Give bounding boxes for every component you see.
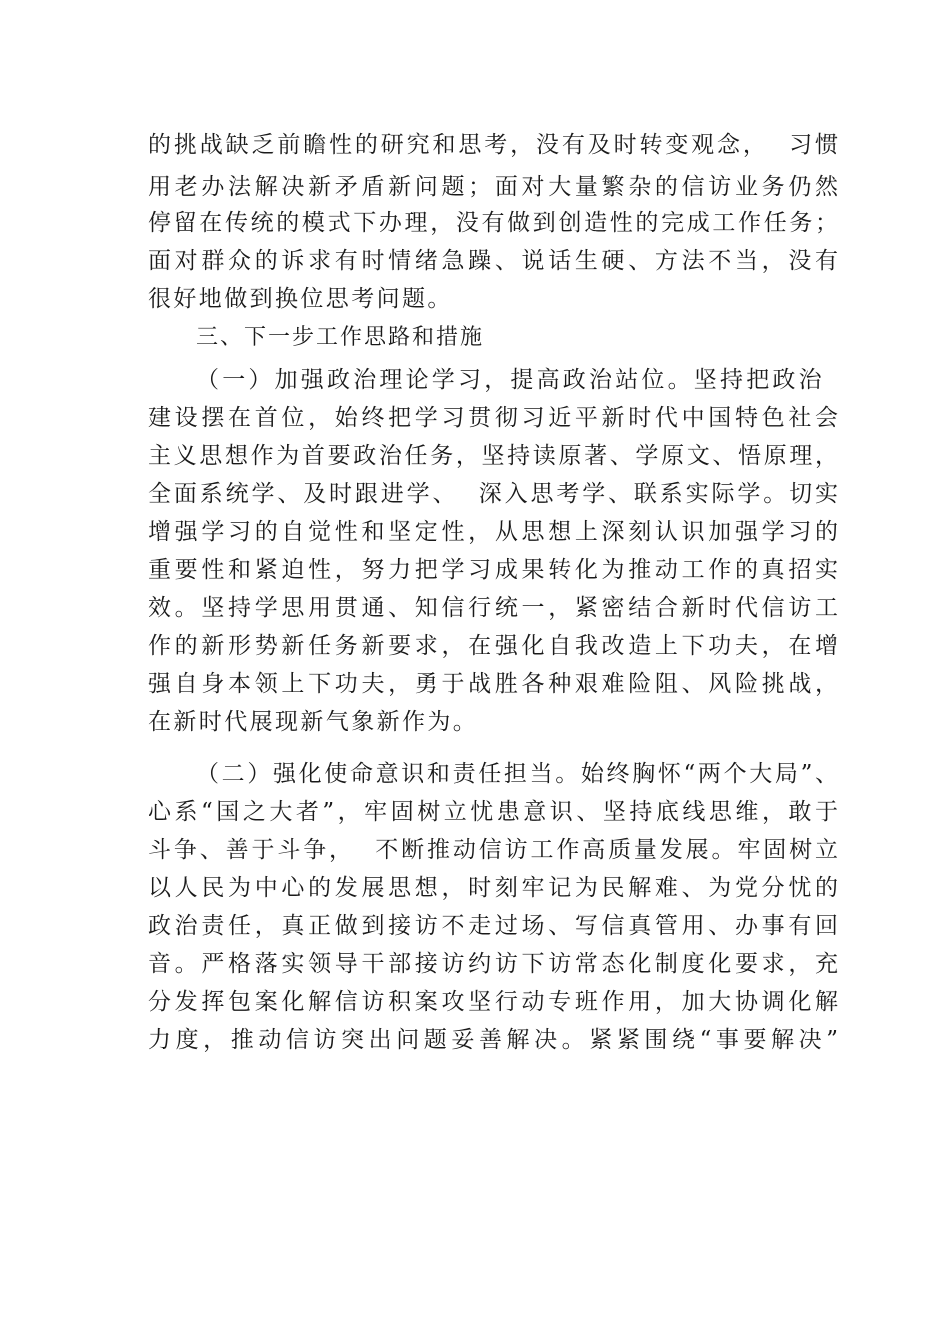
text-line: （二）强化使命意识和责任担当。始终胸怀“两个大局”、 <box>196 761 838 787</box>
text-line: 在新时代展现新气象新作为。 <box>148 709 479 735</box>
text-line: 以人民为中心的发展思想，时刻牢记为民解难、为党分忧的 <box>148 875 838 901</box>
text-line: 音。严格落实领导干部接访约访下访常态化制度化要求，充 <box>148 951 838 977</box>
text-line: 效。坚持学思用贯通、知信行统一，紧密结合新时代信访工 <box>148 595 838 621</box>
text-line: 斗争、善于斗争， 不断推动信访工作高质量发展。牢固树立 <box>148 837 838 863</box>
text-line: 强自身本领上下功夫，勇于战胜各种艰难险阻、风险挑战， <box>148 671 838 697</box>
text-line: 重要性和紧迫性，努力把学习成果转化为推动工作的真招实 <box>148 557 838 583</box>
text-line: （一）加强政治理论学习，提高政治站位。坚持把政治 <box>196 367 825 393</box>
text-line: 建设摆在首位，始终把学习贯彻习近平新时代中国特色社会 <box>148 405 838 431</box>
text-line: 停留在传统的模式下办理，没有做到创造性的完成工作任务； <box>148 210 838 236</box>
text-line: 力度，推动信访突出问题妥善解决。紧紧围绕“事要解决” <box>148 1027 838 1053</box>
text-line: 的挑战缺乏前瞻性的研究和思考，没有及时转变观念， 习惯 <box>148 132 838 158</box>
text-line: 作的新形势新任务新要求，在强化自我改造上下功夫，在增 <box>148 633 838 659</box>
text-line: 全面系统学、及时跟进学、 深入思考学、联系实际学。切实 <box>148 481 838 507</box>
text-line: 分发挥包案化解信访积案攻坚行动专班作用，加大协调化解 <box>148 989 838 1015</box>
text-line: 增强学习的自觉性和坚定性，从思想上深刻认识加强学习的 <box>148 519 838 545</box>
text-line: 主义思想作为首要政治任务，坚持读原著、学原文、悟原理， <box>148 443 838 469</box>
section-heading: 三、下一步工作思路和措施 <box>196 325 485 350</box>
text-line: 用老办法解决新矛盾新问题；面对大量繁杂的信访业务仍然 <box>148 174 838 200</box>
text-line: 心系“国之大者”，牢固树立忧患意识、坚持底线思维，敢于 <box>148 799 838 825</box>
text-line: 政治责任，真正做到接访不走过场、写信真管用、办事有回 <box>148 913 838 939</box>
text-line: 面对群众的诉求有时情绪急躁、说话生硬、方法不当，没有 <box>148 248 838 274</box>
text-line: 很好地做到换位思考问题。 <box>148 286 453 312</box>
